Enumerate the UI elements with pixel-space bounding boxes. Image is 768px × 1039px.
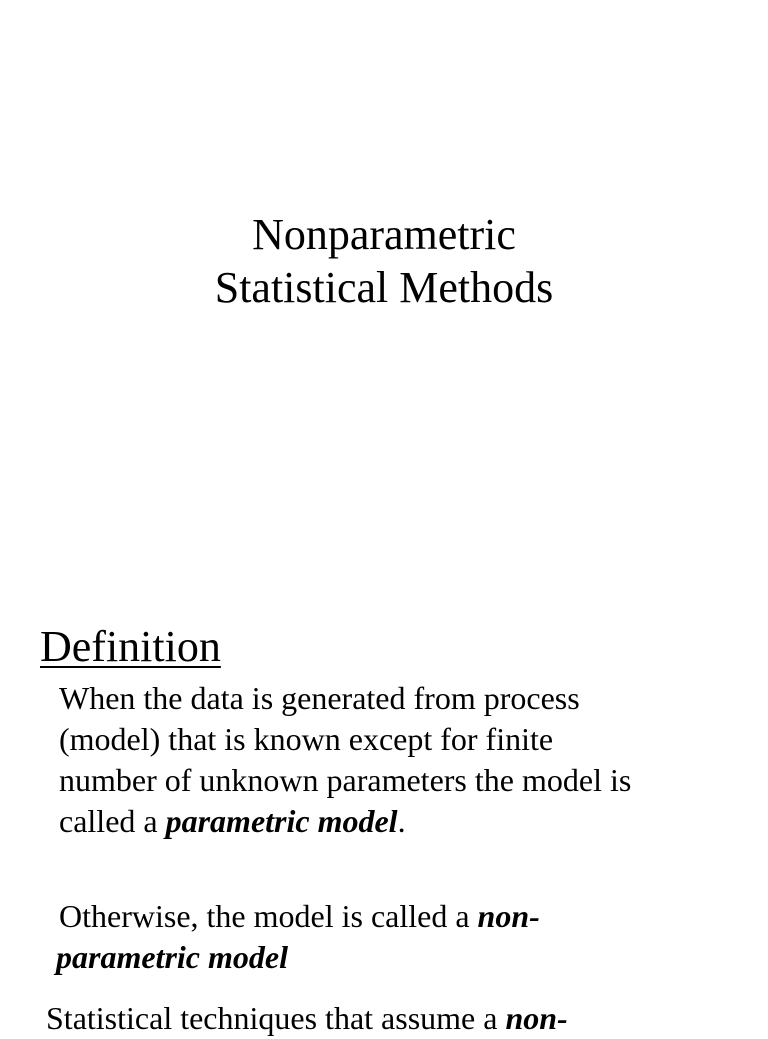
paragraph-1-line-2: (model) that is known except for finite bbox=[59, 721, 554, 757]
slide-title bbox=[0, 208, 768, 314]
non-term-fragment-2: non- bbox=[505, 1000, 568, 1036]
parametric-model-paragraph bbox=[59, 678, 631, 842]
title-line-1: Nonparametric bbox=[252, 210, 516, 259]
paragraph-1-line-4-suffix: . bbox=[397, 803, 406, 839]
title-line-2: Statistical Methods bbox=[214, 263, 554, 312]
nonparametric-model-paragraph bbox=[56, 896, 540, 978]
paragraph-2-line-1 bbox=[59, 896, 540, 937]
paragraph-3-line-1 bbox=[46, 998, 568, 1039]
paragraph-2-line-1-prefix: Otherwise, the model is called a bbox=[59, 898, 478, 934]
nonparametric-model-term: parametric model bbox=[56, 939, 288, 975]
paragraph-3-line-1-prefix: Statistical techniques that assume a bbox=[46, 1000, 506, 1036]
paragraph-1-line-4 bbox=[59, 801, 631, 842]
parametric-model-term: parametric model bbox=[165, 803, 398, 839]
paragraph-1-line-4-prefix: called a bbox=[59, 803, 166, 839]
paragraph-1-line-1: When the data is generated from process bbox=[59, 680, 580, 716]
non-term-fragment: non- bbox=[477, 898, 540, 934]
definition-heading: Definition bbox=[40, 622, 221, 671]
statistical-techniques-paragraph bbox=[46, 998, 568, 1039]
paragraph-1-line-3: number of unknown parameters the model is bbox=[59, 762, 632, 798]
